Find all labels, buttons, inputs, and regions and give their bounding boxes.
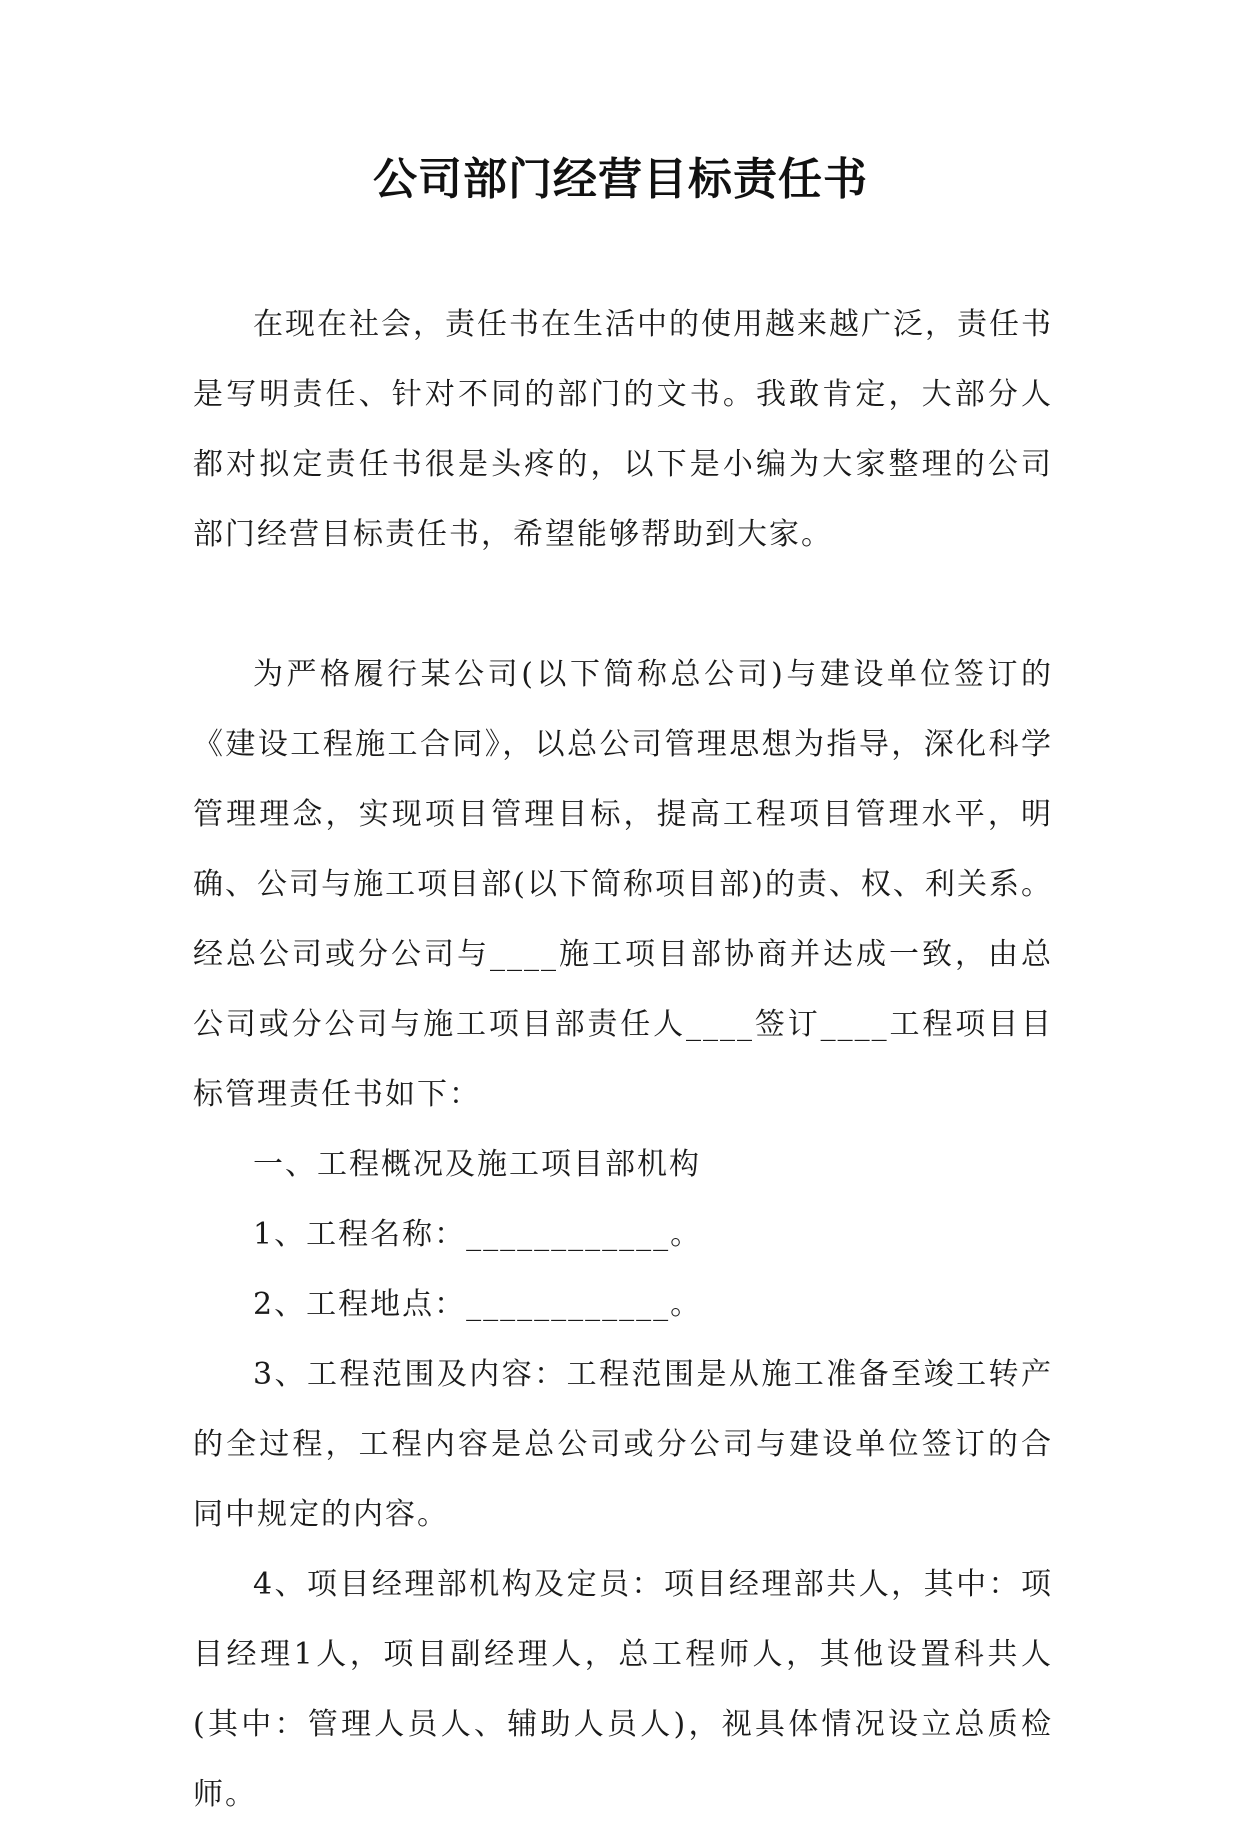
preamble-paragraph: 为严格履行某公司(以下简称总公司)与建设单位签订的《建设工程施工合同》，以总公司管理思想为指导，深化科学管理理念，实现项目管理目标，提高工程项目管理水平，明确、公司与施工项目部(以下简称项目部)的责、权、利关系。经总公司或分公司与____施工项目部协商并达成一致，由总公司或分公司与施工项目部责任人____签订____工程项目目标管理责任书如下： <box>193 657 1053 1112</box>
intro-paragraph: 在现在社会，责任书在生活中的使用越来越广泛，责任书是写明责任、针对不同的部门的文书。我敢肯定，大部分人都对拟定责任书很是头疼的，以下是小编为大家整理的公司部门经营目标责任书，希望能够帮助到大家。 <box>193 307 1053 552</box>
section-heading: 一、工程概况及施工项目部机构 <box>253 1147 701 1182</box>
document-title: 公司部门经营目标责任书 <box>373 154 868 205</box>
paragraph-gap <box>193 570 1053 640</box>
project-staffing-item: 4、项目经理部机构及定员：项目经理部共人，其中：项目经理1人，项目副经理人，总工程师人，其他设置科共人(其中：管理人员人、辅助人员人)，视具体情况设立总质检师。 <box>193 1567 1053 1812</box>
project-name-item: 1、工程名称：____________。 <box>253 1217 703 1252</box>
document-body <box>193 290 1053 1830</box>
project-location-item: 2、工程地点：____________。 <box>253 1287 703 1322</box>
project-scope-item: 3、工程范围及内容：工程范围是从施工准备至竣工转产的全过程，工程内容是总公司或分公司与建设单位签订的合同中规定的内容。 <box>193 1357 1053 1532</box>
